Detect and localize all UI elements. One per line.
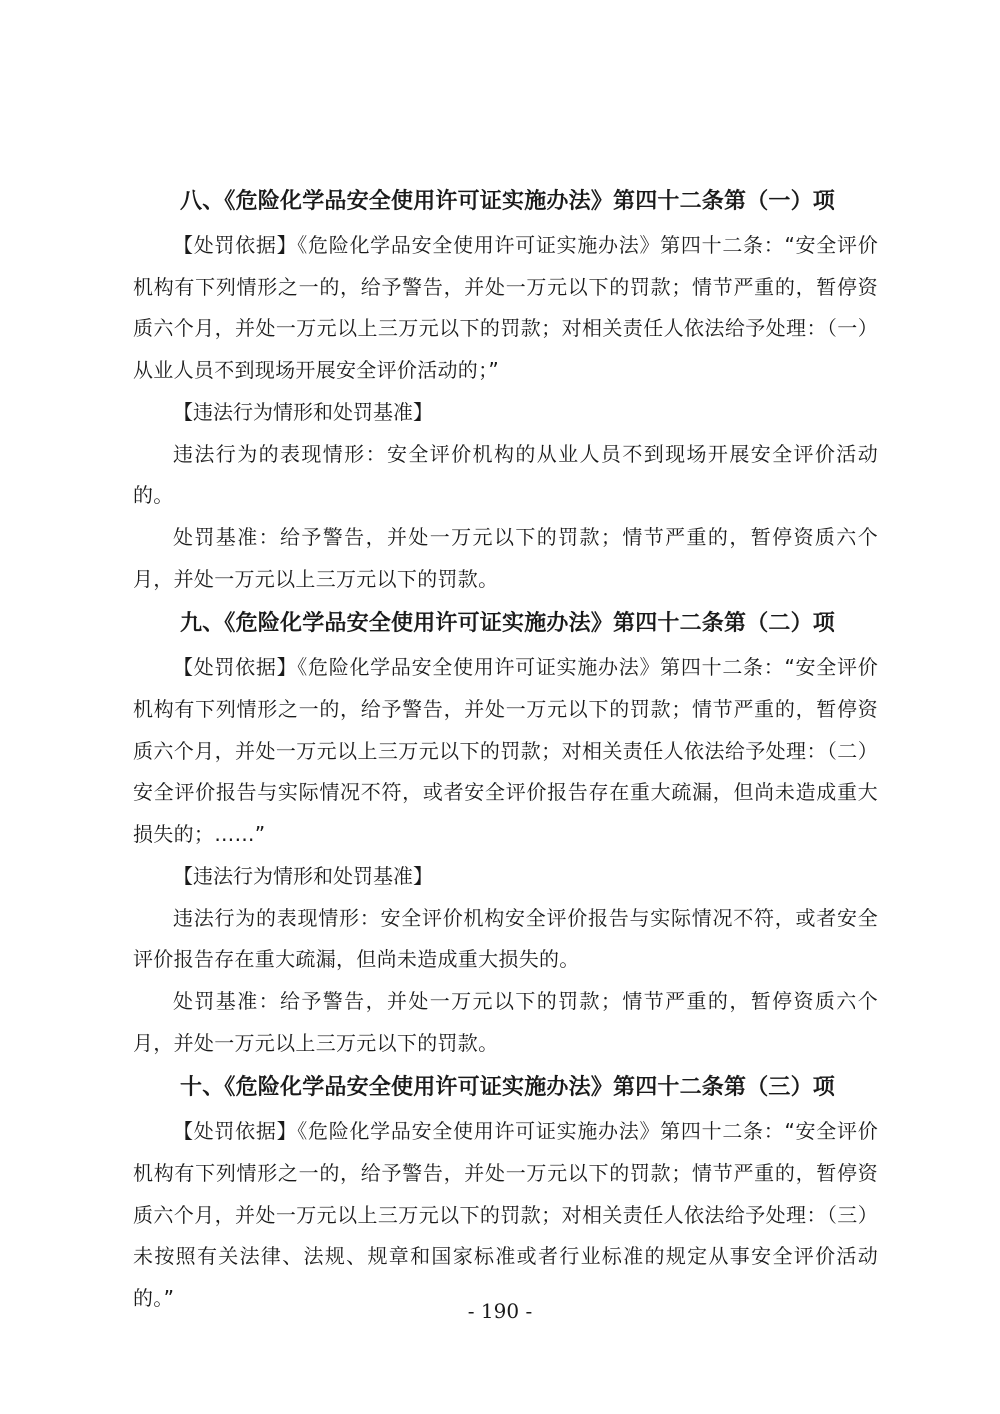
- penalty-basis-paragraph: [133, 1111, 878, 1320]
- basis-label: 【处罚依据】: [173, 1119, 298, 1144]
- basis-text: 《危险化学品安全使用许可证实施办法》第四十二条：“安全评价机构有下列情形之一的，给予警告，并处一万元以下的罚款；情节严重的，暂停资质六个月，并处一万元以上三万元以下的罚款；对相关责任人依法给予处理：（三）未按照有关法律、法规、规章和国家标准或者行业标准的规定从事安全评价活动的。”: [133, 1119, 878, 1311]
- section-8: [133, 178, 878, 600]
- penalty-standard-paragraph: 处罚基准：给予警告，并处一万元以下的罚款；情节严重的，暂停资质六个月，并处一万元以上三万元以下的罚款。: [133, 524, 878, 591]
- page-number: - 190 -: [467, 1299, 533, 1323]
- basis-text: 《危险化学品安全使用许可证实施办法》第四十二条：“安全评价机构有下列情形之一的，给予警告，并处一万元以下的罚款；情节严重的，暂停资质六个月，并处一万元以上三万元以下的罚款；对相关责任人依法给予处理：（一）从业人员不到现场开展安全评价活动的；”: [133, 233, 878, 383]
- penalty-standard-paragraph: 处罚基准：给予警告，并处一万元以下的罚款；情节严重的，暂停资质六个月，并处一万元以上三万元以下的罚款。: [133, 988, 878, 1055]
- behavior-paragraph: 违法行为的表现情形：安全评价机构的从业人员不到现场开展安全评价活动的。: [133, 441, 878, 508]
- section-heading: 九、《危险化学品安全使用许可证实施办法》第四十二条第（二）项: [180, 610, 836, 637]
- section-heading: 八、《危险化学品安全使用许可证实施办法》第四十二条第（一）项: [180, 188, 836, 214]
- section-heading: 十、《危险化学品安全使用许可证实施办法》第四十二条第（三）项: [180, 1074, 836, 1101]
- penalty-basis-paragraph: [133, 225, 878, 392]
- section-9: [133, 600, 878, 1064]
- basis-label: 【处罚依据】: [173, 233, 298, 257]
- page-content: [133, 178, 878, 1320]
- basis-label: 【处罚依据】: [173, 655, 298, 680]
- basis-text: 《危险化学品安全使用许可证实施办法》第四十二条：“安全评价机构有下列情形之一的，给予警告，并处一万元以下的罚款；情节严重的，暂停资质六个月，并处一万元以上三万元以下的罚款；对相关责任人依法给予处理：（二）安全评价报告与实际情况不符，或者安全评价报告存在重大疏漏，但尚未造成重大损失的；……”: [133, 655, 878, 847]
- section-10: [133, 1064, 878, 1320]
- standard-label: 【违法行为情形和处罚基准】: [173, 399, 433, 424]
- penalty-basis-paragraph: [133, 647, 878, 856]
- standard-label: 【违法行为情形和处罚基准】: [173, 863, 433, 888]
- behavior-paragraph: 违法行为的表现情形：安全评价机构安全评价报告与实际情况不符，或者安全评价报告存在重大疏漏，但尚未造成重大损失的。: [133, 905, 878, 972]
